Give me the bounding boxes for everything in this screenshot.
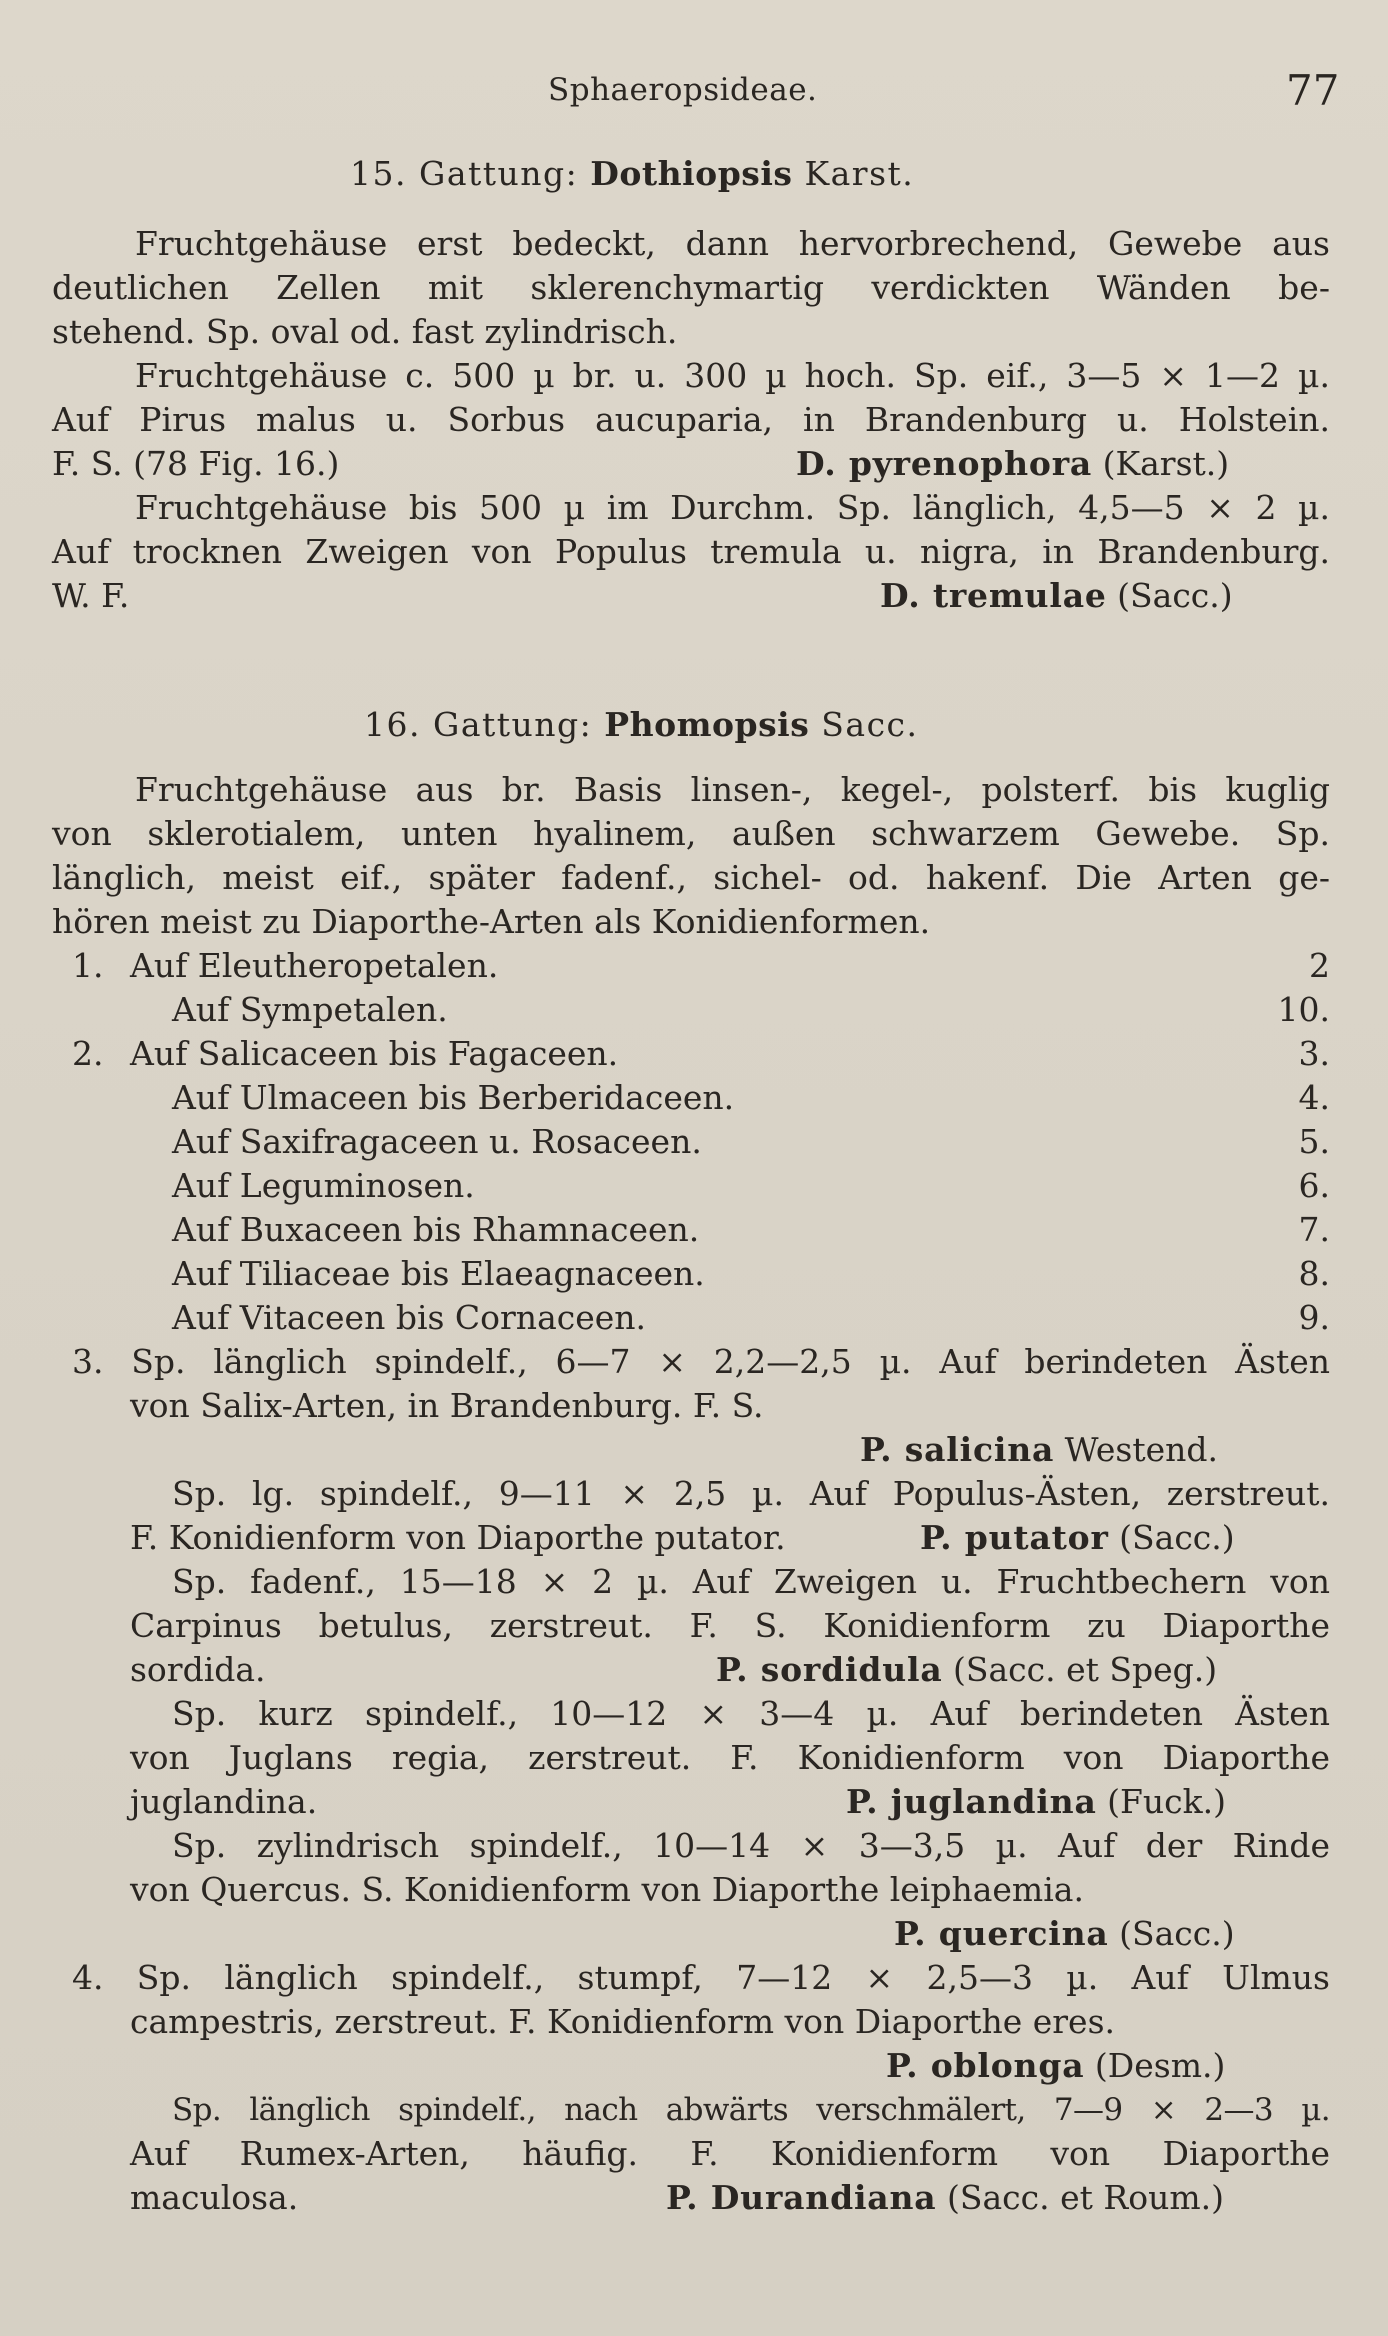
species-name: [846, 1780, 1226, 1824]
species-name: [796, 442, 1229, 486]
text-line: F. Konidienform von Diaporthe putator.: [130, 1518, 786, 1557]
text-line: deutlichen Zellen mit sklerenchymartig verdickten Wänden be-: [52, 268, 1330, 307]
species-author: (Fuck.): [1107, 1782, 1227, 1821]
key-goto: 6.: [1298, 1166, 1330, 1205]
text-line: von Juglans regia, zerstreut. F. Konidienform von Diaporthe: [130, 1738, 1330, 1777]
text-line: Fruchtgehäuse aus br. Basis linsen-, kegel-, polsterf. bis kuglig: [135, 770, 1330, 809]
key-line: [172, 988, 1330, 1032]
species-binomial: P. putator: [920, 1518, 1109, 1557]
key-line: [130, 1032, 1330, 1076]
key-goto: 4.: [1298, 1078, 1330, 1117]
text-line: Fruchtgehäuse c. 500 µ br. u. 300 µ hoch. Sp. eif., 3—5 × 1—2 µ.: [135, 356, 1330, 395]
text-line: Auf Pirus malus u. Sorbus aucuparia, in Brandenburg u. Holstein.: [52, 400, 1330, 439]
text-line: maculosa.: [130, 2178, 299, 2217]
key-text: Auf Tiliaceae bis Elaeagnaceen.: [172, 1254, 705, 1293]
text-line: hören meist zu Diaporthe-Arten als Konidienformen.: [52, 902, 931, 941]
text-line: Sp. lg. spindelf., 9—11 × 2,5 µ. Auf Populus-Ästen, zerstreut.: [172, 1474, 1330, 1513]
heading-prefix: 16. Gattung:: [364, 705, 593, 744]
species-author: (Sacc.): [1117, 576, 1233, 615]
heading-prefix: 15. Gattung:: [350, 154, 579, 193]
text-line: W. F.: [52, 576, 130, 615]
key-text: Auf Saxifragaceen u. Rosaceen.: [172, 1122, 702, 1161]
species-author: (Desm.): [1094, 2046, 1226, 2085]
text-line: 4. Sp. länglich spindelf., stumpf, 7—12 × 2,5—3 µ. Auf Ulmus: [72, 1958, 1330, 1997]
genus-author: Karst.: [804, 154, 915, 193]
key-text: Auf Buxaceen bis Rhamnaceen.: [172, 1210, 700, 1249]
genus-author: Sacc.: [821, 705, 919, 744]
genus-heading-phomopsis: [364, 705, 919, 744]
text-line: von sklerotialem, unten hyalinem, außen schwarzem Gewebe. Sp.: [52, 814, 1330, 853]
key-line: [172, 1164, 1330, 1208]
text-line: Fruchtgehäuse bis 500 µ im Durchm. Sp. länglich, 4,5—5 × 2 µ.: [135, 488, 1330, 527]
key-goto: 7.: [1298, 1210, 1330, 1249]
key-text: Auf Vitaceen bis Cornaceen.: [172, 1298, 647, 1337]
text-line: 3. Sp. länglich spindelf., 6—7 × 2,2—2,5 µ. Auf berindeten Ästen: [72, 1342, 1330, 1381]
species-author: (Sacc.): [1119, 1518, 1235, 1557]
species-name: [920, 1516, 1235, 1560]
genus-name: Phomopsis: [604, 705, 810, 744]
text-line: Carpinus betulus, zerstreut. F. S. Konidienform zu Diaporthe: [130, 1606, 1330, 1645]
genus-name: Dothiopsis: [590, 154, 793, 193]
key-text: Auf Eleutheropetalen.: [130, 946, 499, 985]
text-line: Fruchtgehäuse erst bedeckt, dann hervorbrechend, Gewebe aus: [135, 224, 1330, 263]
key-text: Auf Sympetalen.: [172, 990, 448, 1029]
species-name: [666, 2176, 1224, 2220]
key-goto: 5.: [1298, 1122, 1330, 1161]
key-line: [130, 944, 1330, 988]
text-line: F. S. (78 Fig. 16.): [52, 444, 340, 483]
key-number: 1.: [72, 946, 104, 985]
text-line: Sp. kurz spindelf., 10—12 × 3—4 µ. Auf berindeten Ästen: [172, 1694, 1330, 1733]
key-goto: 10.: [1277, 990, 1330, 1029]
species-binomial: P. Durandiana: [666, 2178, 937, 2217]
key-goto: 3.: [1298, 1034, 1330, 1073]
species-binomial: D. tremulae: [880, 576, 1107, 615]
species-name: [716, 1648, 1217, 1692]
species-author: (Karst.): [1102, 444, 1230, 483]
key-line: [172, 1208, 1330, 1252]
running-header-title: Sphaeropsideae.: [548, 72, 818, 108]
key-number: 2.: [72, 1034, 104, 1073]
text-line: sordida.: [130, 1650, 266, 1689]
key-line: [172, 1252, 1330, 1296]
species-binomial: P. quercina: [894, 1914, 1109, 1953]
species-name: [894, 1912, 1235, 1956]
text-line: Auf trocknen Zweigen von Populus tremula u. nigra, in Brandenburg.: [52, 532, 1330, 571]
key-line: [172, 1076, 1330, 1120]
text-line: von Salix-Arten, in Brandenburg. F. S.: [130, 1386, 764, 1425]
text-line: stehend. Sp. oval od. fast zylindrisch.: [52, 312, 678, 351]
text-line: Auf Rumex-Arten, häufig. F. Konidienform von Diaporthe: [130, 2134, 1330, 2173]
key-goto: 2: [1309, 946, 1330, 985]
species-binomial: P. juglandina: [846, 1782, 1097, 1821]
species-author: (Sacc. et Speg.): [953, 1650, 1218, 1689]
species-author: Westend.: [1064, 1430, 1219, 1469]
key-line: [172, 1296, 1330, 1340]
species-binomial: D. pyrenophora: [796, 444, 1093, 483]
key-text: Auf Salicaceen bis Fagaceen.: [130, 1034, 619, 1073]
species-author: (Sacc. et Roum.): [946, 2178, 1224, 2217]
text-line: juglandina.: [130, 1782, 318, 1821]
key-text: Auf Ulmaceen bis Berberidaceen.: [172, 1078, 735, 1117]
key-line: [172, 1120, 1330, 1164]
text-line: länglich, meist eif., später fadenf., sichel- od. hakenf. Die Arten ge-: [52, 858, 1330, 897]
species-name: [886, 2044, 1225, 2088]
key-text: Auf Leguminosen.: [172, 1166, 475, 1205]
species-author: (Sacc.): [1119, 1914, 1235, 1953]
species-name: [880, 574, 1233, 618]
species-binomial: P. salicina: [860, 1430, 1055, 1469]
text-line: von Quercus. S. Konidienform von Diaporthe leiphaemia.: [130, 1870, 1084, 1909]
genus-heading-dothiopsis: [350, 154, 914, 193]
species-binomial: P. oblonga: [886, 2046, 1085, 2085]
text-line: Sp. fadenf., 15—18 × 2 µ. Auf Zweigen u. Fruchtbechern von: [172, 1562, 1330, 1601]
page-number: 77: [1286, 66, 1340, 115]
text-line: campestris, zerstreut. F. Konidienform von Diaporthe eres.: [130, 2002, 1116, 2041]
species-name: [860, 1428, 1218, 1472]
key-goto: 9.: [1298, 1298, 1330, 1337]
text-line: Sp. länglich spindelf., nach abwärts verschmälert, 7—9 × 2—3 µ.: [172, 2092, 1330, 2128]
species-binomial: P. sordidula: [716, 1650, 943, 1689]
text-line: Sp. zylindrisch spindelf., 10—14 × 3—3,5 µ. Auf der Rinde: [172, 1826, 1330, 1865]
key-goto: 8.: [1298, 1254, 1330, 1293]
